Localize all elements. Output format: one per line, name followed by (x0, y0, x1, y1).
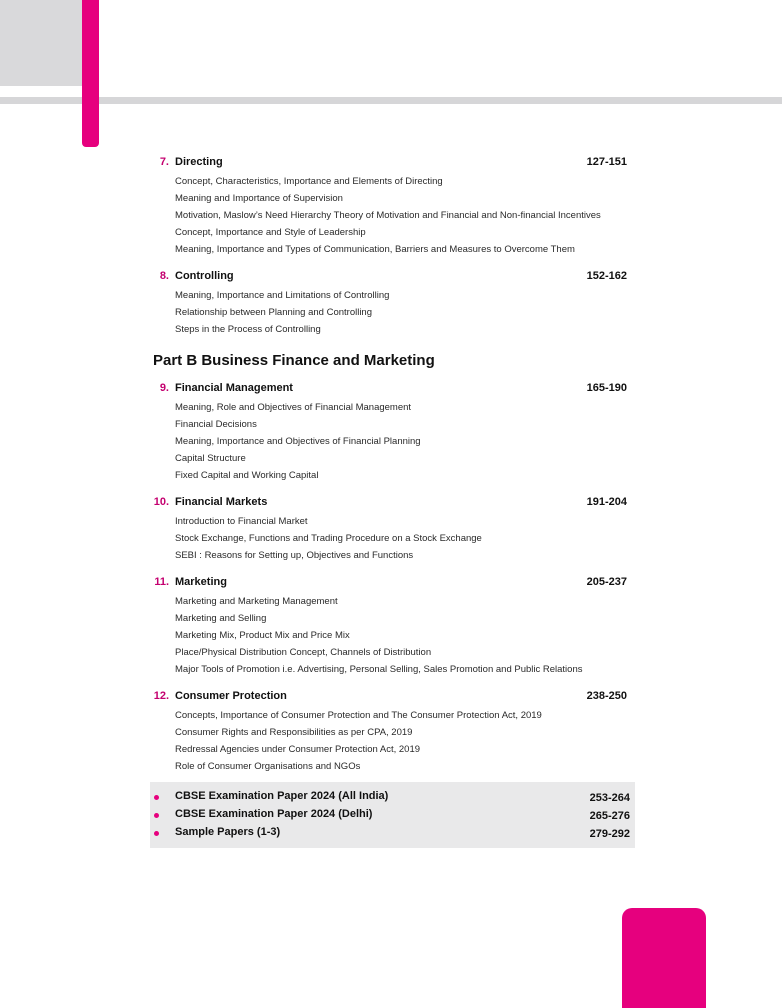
chapter-topic: Steps in the Process of Controlling (175, 324, 321, 335)
chapter-topic: Capital Structure (175, 453, 246, 464)
exam-pages: 265-276 (589, 810, 630, 822)
exam-row[interactable] (150, 807, 635, 824)
chapter-topic: Concept, Importance and Style of Leadership (175, 227, 366, 238)
chapter-topic: Fixed Capital and Working Capital (175, 470, 319, 481)
exam-row[interactable] (150, 789, 635, 806)
chapter-title[interactable]: Financial Markets (175, 496, 268, 508)
chapter-number: 9. (159, 382, 169, 394)
chapter-topic: SEBI : Reasons for Setting up, Objectives and Functions (175, 550, 414, 561)
chapter-title[interactable]: Financial Management (175, 382, 293, 394)
chapter-entry[interactable] (150, 573, 635, 678)
chapter-pages: 152-162 (586, 270, 627, 282)
chapter-topic: Redressal Agencies under Consumer Protection Act, 2019 (175, 744, 421, 755)
chapter-number: 12. (153, 690, 169, 702)
bullet-icon (154, 831, 159, 836)
chapter-pages: 238-250 (586, 690, 627, 702)
chapter-title[interactable]: Marketing (175, 576, 227, 588)
chapter-entry[interactable] (150, 153, 635, 258)
exam-label: CBSE Examination Paper 2024 (Delhi) (175, 808, 373, 820)
header-accent-bar (82, 0, 99, 147)
chapter-topic: Meaning and Importance of Supervision (175, 193, 343, 204)
chapter-pages: 205-237 (586, 576, 627, 588)
chapter-entry[interactable] (150, 267, 635, 338)
chapter-number: 7. (159, 156, 169, 168)
chapter-pages: 191-204 (586, 496, 627, 508)
chapter-topic: Concept, Characteristics, Importance and Elements of Directing (175, 176, 443, 187)
chapter-heading (150, 687, 635, 707)
chapter-topic: Meaning, Role and Objectives of Financial Management (175, 402, 412, 413)
chapter-heading (150, 267, 635, 287)
chapter-entry[interactable] (150, 379, 635, 484)
exam-label: CBSE Examination Paper 2024 (All India) (175, 790, 389, 802)
chapter-topic: Stock Exchange, Functions and Trading Procedure on a Stock Exchange (175, 533, 482, 544)
chapter-title[interactable]: Controlling (175, 270, 234, 282)
bullet-icon (154, 813, 159, 818)
chapter-topic: Place/Physical Distribution Concept, Channels of Distribution (175, 647, 432, 658)
chapter-topic: Marketing and Marketing Management (175, 596, 338, 607)
chapter-topic: Meaning, Importance and Limitations of Controlling (175, 290, 390, 301)
exam-row[interactable] (150, 825, 635, 842)
chapter-topic: Financial Decisions (175, 419, 257, 430)
chapter-topic: Concepts, Importance of Consumer Protection and The Consumer Protection Act, 2019 (175, 710, 542, 721)
chapter-heading (150, 153, 635, 173)
section-part-a (150, 153, 635, 338)
section-part-b (150, 379, 635, 775)
chapter-topic: Marketing Mix, Product Mix and Price Mix (175, 630, 350, 641)
chapter-pages: 127-151 (586, 156, 627, 168)
chapter-topic: Motivation, Maslow’s Need Hierarchy Theory of Motivation and Financial and Non-financial Incentives (175, 210, 601, 221)
chapter-heading (150, 379, 635, 399)
chapter-heading (150, 573, 635, 593)
chapter-topic: Meaning, Importance and Types of Communication, Barriers and Measures to Overcome Them (175, 244, 575, 255)
chapter-heading (150, 493, 635, 513)
chapter-title[interactable]: Directing (175, 156, 223, 168)
chapter-entry[interactable] (150, 687, 635, 775)
chapter-pages: 165-190 (586, 382, 627, 394)
exam-pages: 279-292 (589, 828, 630, 840)
chapter-topic: Relationship between Planning and Controlling (175, 307, 372, 318)
part-b-heading: Part B Business Finance and Marketing (153, 352, 435, 369)
table-of-contents (150, 153, 635, 784)
chapter-entry[interactable] (150, 493, 635, 564)
bullet-icon (154, 795, 159, 800)
chapter-number: 11. (154, 576, 169, 588)
chapter-topic: Role of Consumer Organisations and NGOs (175, 761, 361, 772)
exam-pages: 253-264 (589, 792, 630, 804)
chapter-topic: Introduction to Financial Market (175, 516, 308, 527)
chapter-number: 8. (159, 270, 169, 282)
exam-papers-box (150, 782, 635, 848)
chapter-topic: Consumer Rights and Responsibilities as per CPA, 2019 (175, 727, 413, 738)
header-rule (0, 97, 782, 104)
chapter-number: 10. (153, 496, 169, 508)
chapter-topic: Marketing and Selling (175, 613, 267, 624)
exam-label: Sample Papers (1-3) (175, 826, 281, 838)
chapter-topic: Meaning, Importance and Objectives of Financial Planning (175, 436, 421, 447)
chapter-title[interactable]: Consumer Protection (175, 690, 287, 702)
header-gray-block (0, 0, 84, 86)
chapter-topic: Major Tools of Promotion i.e. Advertising, Personal Selling, Sales Promotion and Public Relations (175, 664, 583, 675)
page-tab (622, 908, 706, 1008)
